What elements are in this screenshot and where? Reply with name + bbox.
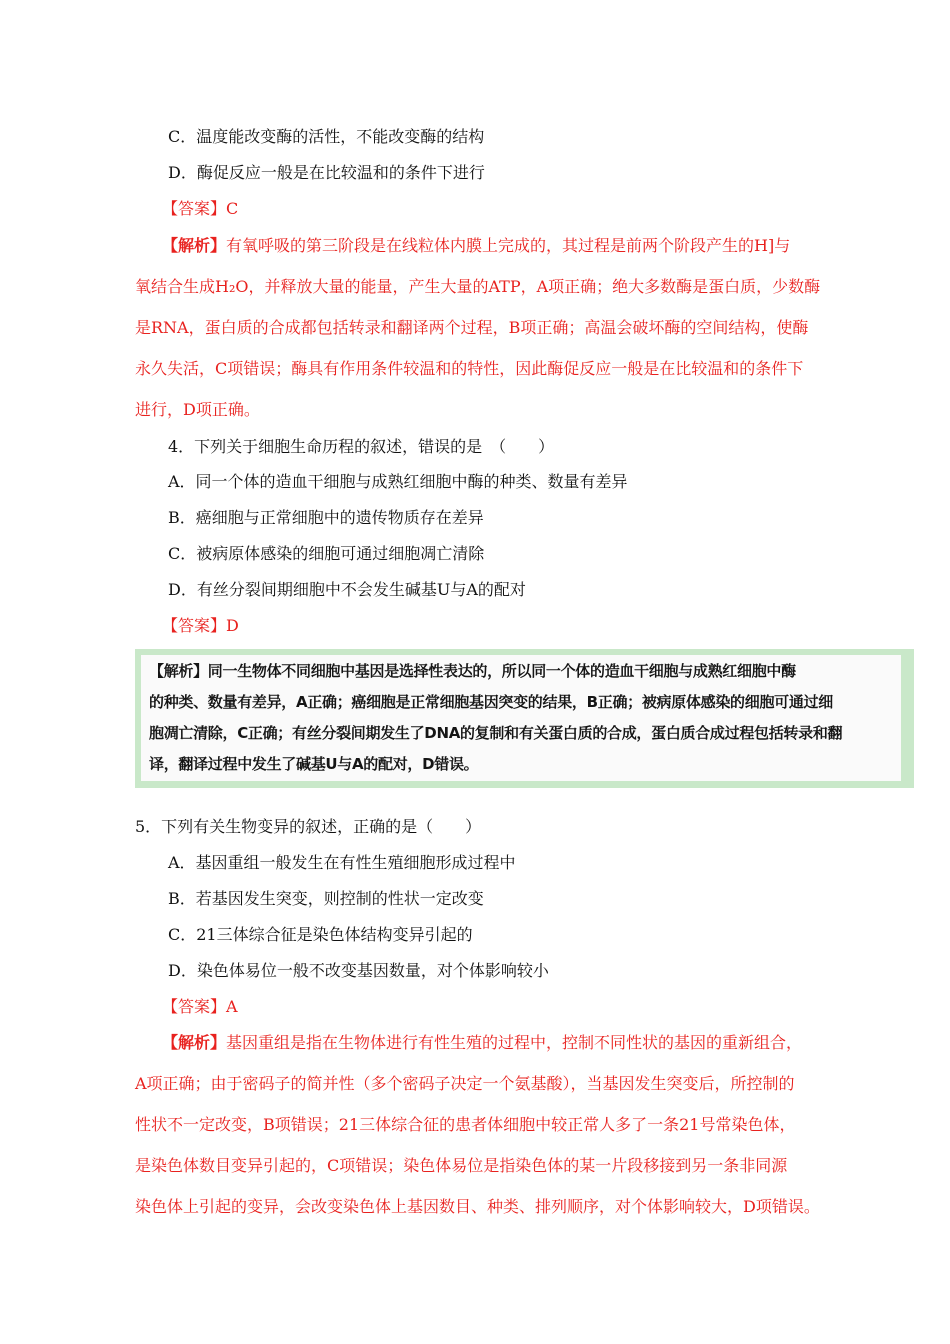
q5-analysis-line-2: A项正确；由于密码子的简并性（多个密码子决定一个氨基酸），当基因发生突变后，所控制的	[135, 1074, 795, 1093]
q4-option-b: B．癌细胞与正常细胞中的遗传物质存在差异	[168, 508, 484, 527]
q4-analysis-image	[135, 649, 914, 788]
q4-analysis-image-content	[141, 655, 901, 781]
q4-analysis-image-line-3: 胞凋亡清除，C正确；有丝分裂间期发生了DNA的复制和有关蛋白质的合成，蛋白质合成过程包括转录和翻	[149, 724, 843, 742]
q5-analysis-line-5: 染色体上引起的变异，会改变染色体上基因数目、种类、排列顺序，对个体影响较大，D项错误。	[135, 1197, 820, 1216]
q4-analysis-image-line-2: 的种类、数量有差异，A正确；癌细胞是正常细胞基因突变的结果，B正确；被病原体感染的细胞可通过细	[149, 693, 833, 711]
q3-analysis-line-3: 是RNA，蛋白质的合成都包括转录和翻译两个过程，B项正确；高温会破坏酶的空间结构，使酶	[135, 318, 809, 337]
q4-stem: 4．下列关于细胞生命历程的叙述，错误的是 （ ）	[168, 437, 555, 456]
q3-analysis-line-2: 氧结合生成H₂O，并释放大量的能量，产生大量的ATP，A项正确；绝大多数酶是蛋白质，少数酶	[135, 277, 821, 296]
q5-analysis-line-1	[162, 1032, 802, 1054]
q4-analysis-image-line-4: 译，翻译过程中发生了碱基U与A的配对，D错误。	[149, 755, 479, 773]
q3-option-c: C．温度能改变酶的活性，不能改变酶的结构	[168, 127, 485, 146]
q5-analysis-tag: 【解析】	[162, 1033, 227, 1052]
q5-option-b: B．若基因发生突变，则控制的性状一定改变	[168, 889, 484, 908]
q4-option-a: A．同一个体的造血干细胞与成熟红细胞中酶的种类、数量有差异	[168, 472, 628, 491]
q3-option-d: D．酶促反应一般是在比较温和的条件下进行	[168, 163, 485, 182]
q5-option-c: C．21三体综合征是染色体结构变异引起的	[168, 925, 473, 944]
q5-option-a: A．基因重组一般发生在有性生殖细胞形成过程中	[168, 853, 516, 872]
q4-option-d: D．有丝分裂间期细胞中不会发生碱基U与A的配对	[168, 580, 526, 599]
q3-analysis-tag: 【解析】	[162, 236, 227, 255]
q3-analysis-line-5: 进行，D项正确。	[135, 400, 260, 419]
q5-analysis-text: 基因重组是指在生物体进行有性生殖的过程中，控制不同性状的基因的重新组合，	[226, 1033, 803, 1052]
q3-answer: 【答案】C	[162, 199, 239, 218]
q3-analysis-line-4: 永久失活，C项错误；酶具有作用条件较温和的特性，因此酶促反应一般是在比较温和的条件下	[135, 359, 804, 378]
q5-analysis-line-4: 是染色体数目变异引起的，C项错误；染色体易位是指染色体的某一片段移接到另一条非同源	[135, 1156, 788, 1175]
q5-stem: 5．下列有关生物变异的叙述，正确的是（ ）	[135, 817, 482, 836]
q4-option-c: C．被病原体感染的细胞可通过细胞凋亡清除	[168, 544, 485, 563]
q5-answer: 【答案】A	[162, 997, 238, 1016]
q3-analysis-text: 有氧呼吸的第三阶段是在线粒体内膜上完成的，其过程是前两个阶段产生的H]与	[226, 236, 791, 255]
q4-answer: 【答案】D	[162, 616, 239, 635]
q5-analysis-line-3: 性状不一定改变，B项错误；21三体综合征的患者体细胞中较正常人多了一条21号常染色体，	[135, 1115, 796, 1134]
q5-option-d: D．染色体易位一般不改变基因数量，对个体影响较小	[168, 961, 549, 980]
q3-analysis-line-1	[162, 235, 790, 257]
q4-analysis-image-line-1: 【解析】同一生物体不同细胞中基因是选择性表达的，所以同一个体的造血干细胞与成熟红细胞中酶	[149, 662, 796, 680]
